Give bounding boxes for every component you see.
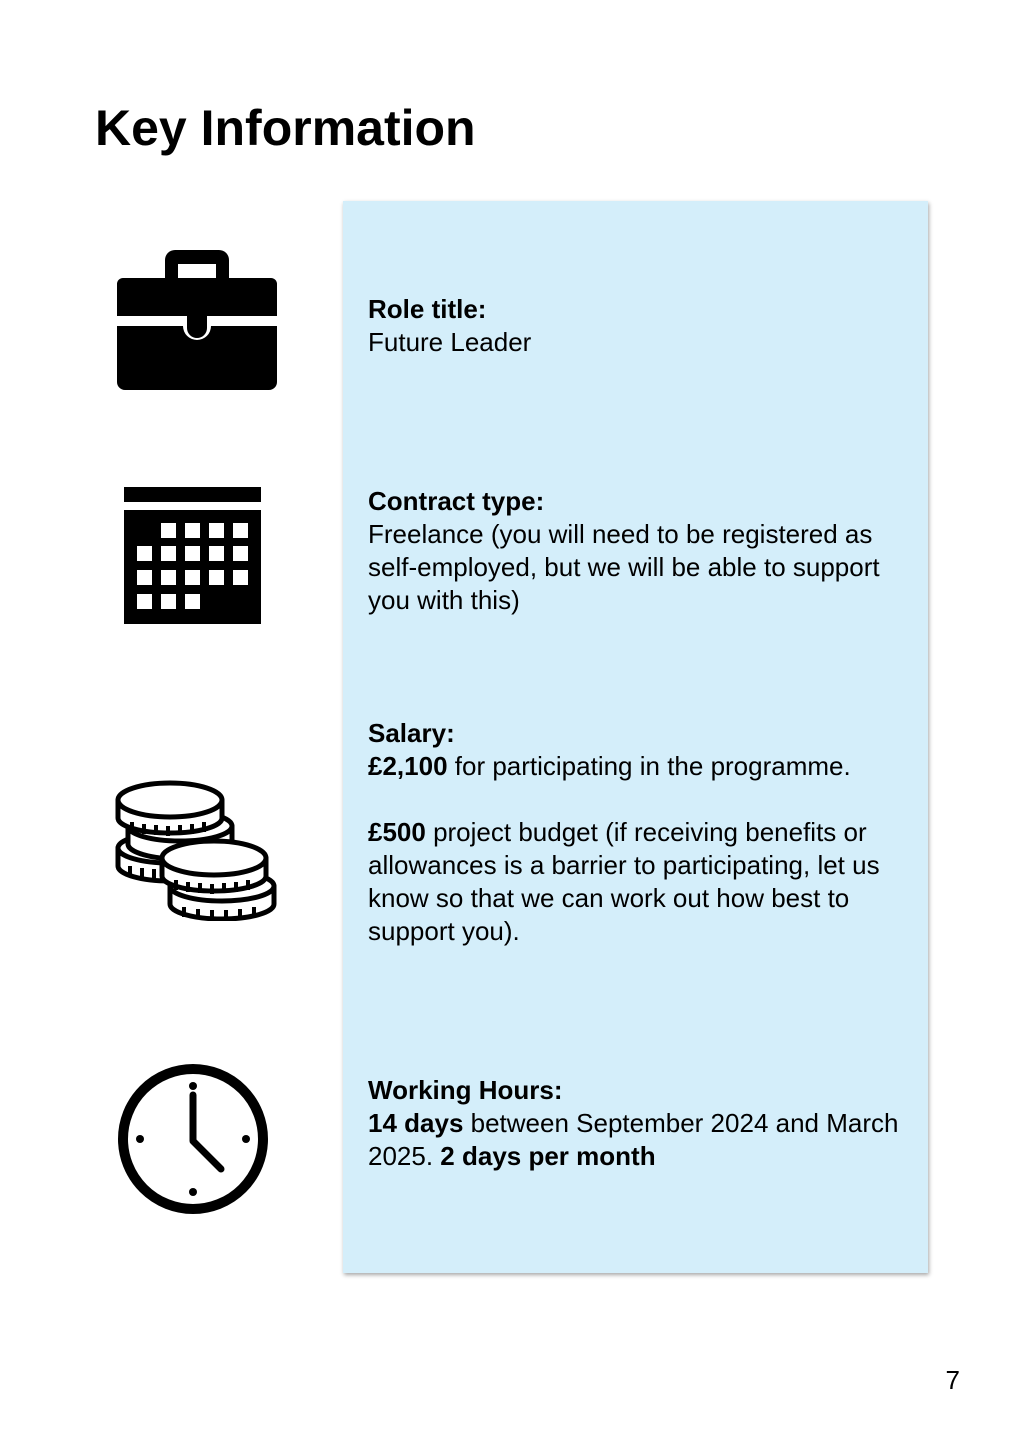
hours-value (368, 1107, 918, 1173)
role-section (368, 293, 918, 359)
calendar-icon (123, 486, 263, 626)
salary-fee-amount: £2,100 (368, 751, 448, 781)
salary-label: Salary: (368, 718, 455, 748)
page-title: Key Information (95, 100, 476, 156)
salary-fee-text: for participating in the programme. (447, 751, 851, 781)
key-info-panel (343, 201, 928, 1273)
coins-icon (112, 776, 282, 921)
role-value: Future Leader (368, 327, 532, 357)
salary-fee (368, 750, 918, 783)
contract-section (368, 485, 918, 617)
hours-frequency: 2 days per month (440, 1141, 656, 1171)
contract-label: Contract type: (368, 486, 545, 516)
hours-days: 14 days (368, 1108, 464, 1138)
contract-value: Freelance (you will need to be registered as self-employed, but we will be able to support you with this) (368, 519, 880, 615)
hours-period-text: between September 2024 and March 2025. (368, 1108, 899, 1171)
salary-budget (368, 816, 918, 948)
role-label: Role title: (368, 294, 487, 324)
clock-icon (115, 1061, 271, 1217)
salary-section (368, 717, 918, 948)
salary-budget-text: project budget (if receiving benefits or allowances is a barrier to participating, let us know so that we can work out how best to support you). (368, 817, 880, 946)
briefcase-icon (115, 248, 279, 392)
page-number: 7 (945, 1365, 960, 1395)
hours-section (368, 1074, 918, 1173)
hours-label: Working Hours: (368, 1075, 563, 1105)
paragraph-gap (368, 783, 918, 816)
salary-budget-amount: £500 (368, 817, 426, 847)
